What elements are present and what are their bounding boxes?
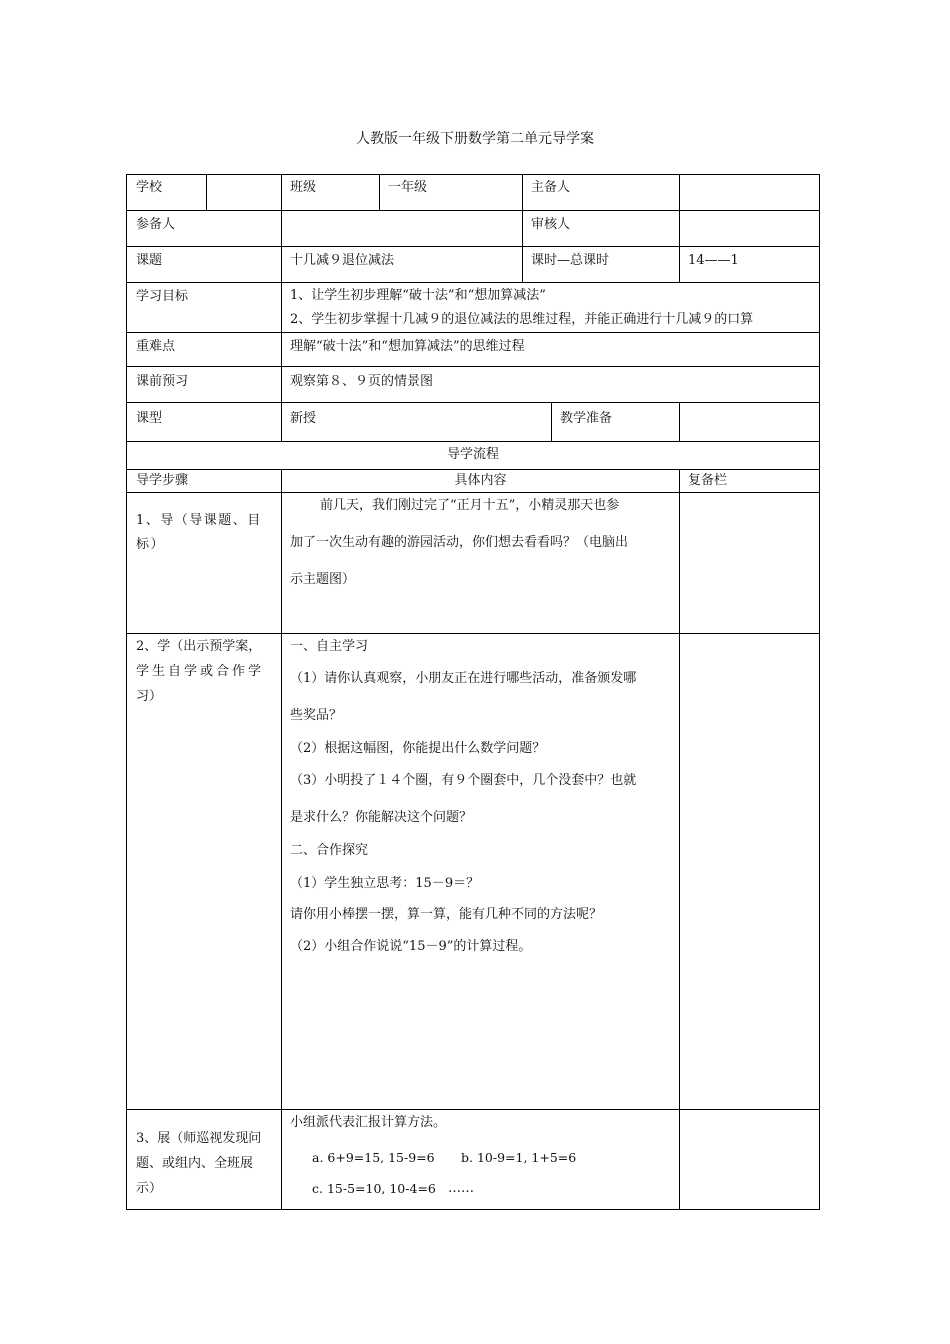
table-border xyxy=(126,174,127,1210)
step-label: 1、导（导课题、目 xyxy=(136,513,262,528)
table-border xyxy=(819,174,820,1210)
lesson-plan-table xyxy=(126,174,820,1210)
col-divider xyxy=(522,174,523,282)
row-divider xyxy=(126,246,820,247)
flow-section-title: 导学流程 xyxy=(446,447,499,462)
col-divider xyxy=(679,402,680,441)
row-divider xyxy=(126,210,820,211)
row-divider xyxy=(126,469,820,470)
col-divider xyxy=(551,402,552,441)
question-line: （2）根据这幅图，你能提出什么数学问题？ xyxy=(290,741,546,756)
preview-label: 课前预习 xyxy=(136,374,189,389)
question-line: （2）小组合作说说“15－9”的计算过程。 xyxy=(290,939,532,954)
lead-preparer-label: 主备人 xyxy=(531,180,571,195)
type-value: 新授 xyxy=(290,411,317,426)
goal-item: 1、让学生初步理解“破十法”和“想加算减法” xyxy=(290,288,546,303)
reviewer-label: 审核人 xyxy=(531,217,571,232)
type-label: 课型 xyxy=(136,411,163,426)
school-label: 学校 xyxy=(136,180,163,195)
column-header-notes: 复备栏 xyxy=(688,473,728,488)
class-label: 班级 xyxy=(290,180,317,195)
topic-label: 课题 xyxy=(136,253,163,268)
row-divider xyxy=(126,441,820,442)
section-heading: 二、合作探究 xyxy=(290,843,369,858)
table-border xyxy=(126,1209,820,1210)
question-line: （1）请你认真观察，小朋友正在进行哪些活动，准备颁发哪 xyxy=(290,671,637,686)
step-label: 3、展（师巡视发现问 xyxy=(136,1131,262,1146)
question-line: （3）小明投了１４个圈，有９个圈套中，几个没套中？也就 xyxy=(290,773,637,788)
method-item: c. 15-5=10, 10-4=6 xyxy=(312,1181,436,1196)
report-intro: 小组派代表汇报计算方法。 xyxy=(290,1115,447,1130)
key-points-value: 理解“破十法”和“想加算减法”的思维过程 xyxy=(290,339,525,354)
method-item: b. 10-9=1, 1+5=6 xyxy=(461,1150,577,1165)
method-item: a. 6+9=15, 15-9=6 xyxy=(312,1150,435,1165)
lesson-count-value: 14——1 xyxy=(688,253,739,268)
row-divider xyxy=(126,1109,820,1110)
col-divider xyxy=(206,174,207,210)
col-divider xyxy=(281,469,282,1209)
intro-paragraph-line: 加了一次生动有趣的游园活动，你们想去看看吗？（电脑出 xyxy=(290,535,629,550)
col-divider xyxy=(679,174,680,282)
col-divider xyxy=(281,174,282,210)
question-line: （1）学生独立思考：15－9＝？ xyxy=(290,876,480,891)
question-line: 是求什么？你能解决这个问题？ xyxy=(290,810,473,825)
ellipsis: …… xyxy=(448,1181,474,1196)
intro-paragraph-line: 前几天，我们刚过完了“正月十五”，小精灵那天也参 xyxy=(320,498,620,513)
question-line: 些奖品？ xyxy=(290,708,343,723)
step-label: 习） xyxy=(136,689,163,704)
question-line: 请你用小棒摆一摆，算一算，能有几种不同的方法呢？ xyxy=(290,907,603,922)
step-label: 学生自学或合作学 xyxy=(136,664,265,679)
column-header-step: 导学步骤 xyxy=(136,473,189,488)
document-title: 人教版一年级下册数学第二单元导学案 xyxy=(356,131,594,147)
preview-value: 观察第８、９页的情景图 xyxy=(290,374,434,389)
class-value: 一年级 xyxy=(388,180,428,195)
step-label: 标） xyxy=(136,537,166,552)
lesson-count-label: 课时—总课时 xyxy=(531,253,610,268)
col-divider xyxy=(379,174,380,210)
goals-label: 学习目标 xyxy=(136,289,189,304)
row-divider xyxy=(126,366,820,367)
step-label: 示） xyxy=(136,1181,163,1196)
step-label: 题、或组内、全班展 xyxy=(136,1156,254,1171)
key-points-label: 重难点 xyxy=(136,339,176,354)
prep-label: 教学准备 xyxy=(560,411,613,426)
row-divider xyxy=(126,402,820,403)
intro-paragraph-line: 示主题图） xyxy=(290,572,356,587)
col-divider xyxy=(679,469,680,1209)
table-border xyxy=(126,174,820,175)
column-header-content: 具体内容 xyxy=(454,473,507,488)
row-divider xyxy=(126,332,820,333)
goal-item: 2、学生初步掌握十几减９的退位减法的思维过程，并能正确进行十几减９的口算 xyxy=(290,312,754,327)
col-divider xyxy=(281,210,282,441)
section-heading: 一、自主学习 xyxy=(290,639,369,654)
participants-label: 参备人 xyxy=(136,217,176,232)
step-label: 2、学（出示预学案， xyxy=(136,639,262,654)
topic-value: 十几减９退位减法 xyxy=(290,253,395,268)
row-divider xyxy=(126,633,820,634)
row-divider xyxy=(126,282,820,283)
row-divider xyxy=(126,492,820,493)
